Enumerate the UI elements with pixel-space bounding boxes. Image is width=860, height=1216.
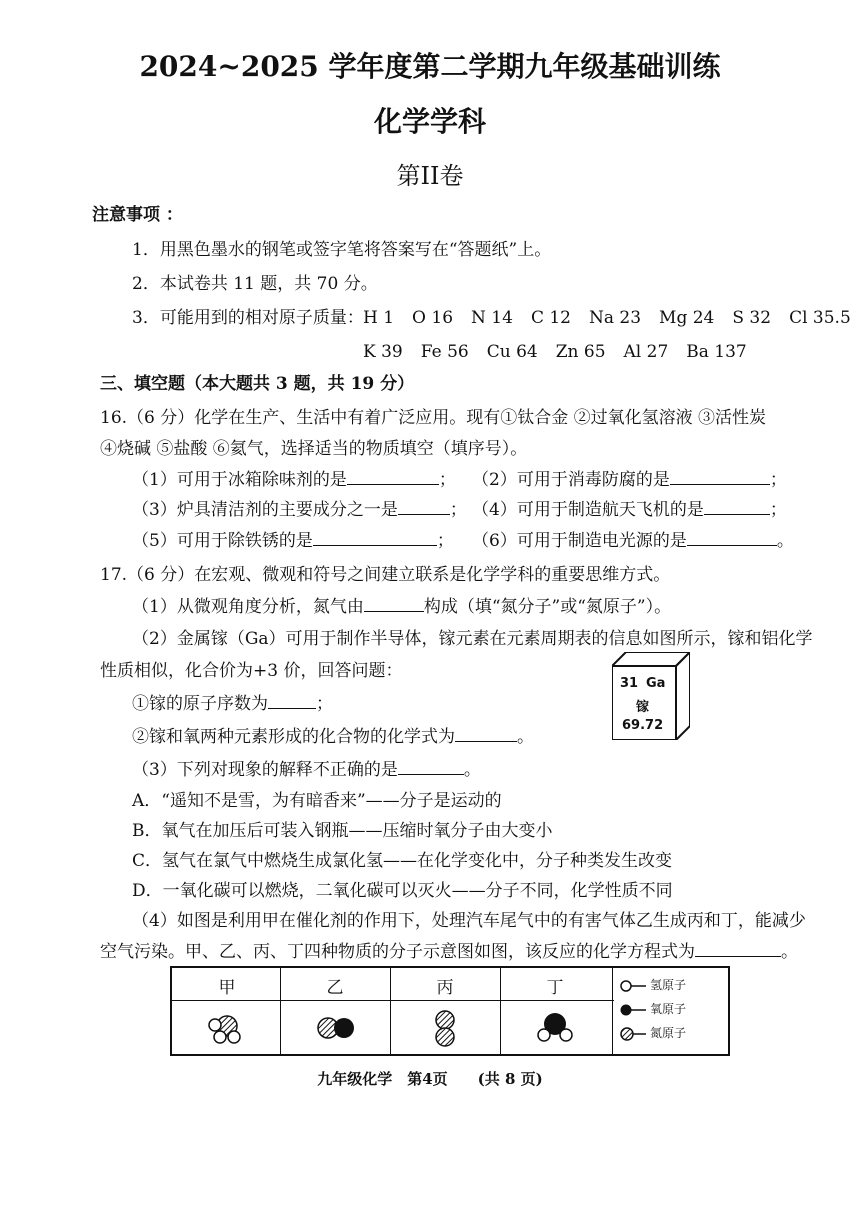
- element-card-gallium: [612, 652, 690, 740]
- answer-blank[interactable]: [687, 529, 777, 546]
- q17-part-4b: 空气污染。甲、乙、丙、丁四种物质的分子示意图如图，该反应的化学方程式为 。: [100, 942, 798, 962]
- q16-part-6: （6）可用于制造电光源的是 。: [472, 531, 794, 551]
- answer-blank[interactable]: [455, 725, 517, 742]
- notice-item-2: 2．本试卷共 11 题，共 70 分。: [132, 274, 378, 294]
- element-number: 31: [620, 676, 639, 691]
- atomic-mass-row-1: [363, 306, 851, 330]
- answer-blank[interactable]: [398, 758, 464, 775]
- volume-title: 第II卷: [396, 162, 464, 190]
- molecule-table: [170, 966, 730, 1056]
- q17-part-2-i: ①镓的原子序数为 ；: [132, 694, 333, 714]
- q17-part-2a: （2）金属镓（Ga）可用于制作半导体，镓元素在元素周期表的信息如图所示，镓和铝化学: [132, 629, 813, 649]
- atomic-mass: O 16: [412, 308, 454, 328]
- option-c: C．氢气在氯气中燃烧生成氯化氢——在化学变化中，分子种类发生改变: [132, 851, 673, 871]
- q16-stem-1: 16.（6 分）化学在生产、生活中有着广泛应用。现有①钛合金 ②过氧化氢溶液 ③活性炭: [100, 408, 767, 428]
- notice-item-3: 3．可能用到的相对原子质量：: [132, 308, 364, 328]
- legend-nitrogen: 氮原子: [620, 1024, 686, 1041]
- atomic-mass: C 12: [530, 308, 571, 328]
- atomic-mass: Na 23: [589, 308, 642, 328]
- q17-part-1: （1）从微观角度分析，氮气由 构成（填“氮分子”或“氮原子”）。: [132, 597, 672, 617]
- answer-blank[interactable]: [364, 595, 424, 612]
- answer-blank[interactable]: [670, 468, 770, 485]
- section-heading: 三、填空题（本大题共 3 题，共 19 分）: [100, 374, 415, 394]
- legend-hydrogen: 氢原子: [620, 976, 686, 993]
- q16-part-5: （5）可用于除铁锈的是 ；: [132, 531, 454, 551]
- answer-blank[interactable]: [695, 940, 781, 957]
- q16-part-3: （3）炉具清洁剂的主要成分之一是 ；: [132, 500, 467, 520]
- q17-part-3: （3）下列对现象的解释不正确的是 。: [132, 760, 481, 780]
- q16-stem-2: ④烧碱 ⑤盐酸 ⑥氦气，选择适当的物质填空（填序号）。: [100, 439, 528, 459]
- molecule-jia-icon: [172, 1004, 282, 1054]
- q16-part-4: （4）可用于制造航天飞机的是 ；: [472, 500, 787, 520]
- q17-part-2-ii: ②镓和氧两种元素形成的化合物的化学式为 。: [132, 727, 534, 747]
- answer-blank[interactable]: [398, 498, 450, 515]
- subject-title: 化学学科: [373, 105, 486, 138]
- atomic-mass: Ba 137: [686, 342, 747, 362]
- molecule-header: 丁: [546, 978, 564, 998]
- q16-part-2: （2）可用于消毒防腐的是 ；: [472, 470, 787, 490]
- molecule-bing-icon: [390, 1004, 500, 1054]
- atomic-mass: Al 27: [623, 342, 669, 362]
- answer-blank[interactable]: [313, 529, 437, 546]
- q17-stem: 17.（6 分）在宏观、微观和符号之间建立联系是化学学科的重要思维方式。: [100, 565, 671, 585]
- atomic-mass: Mg 24: [659, 308, 715, 328]
- element-name: 镓: [636, 700, 650, 715]
- atomic-mass: S 32: [732, 308, 772, 328]
- option-a: A．“遥知不是雪，为有暗香来”——分子是运动的: [132, 791, 502, 811]
- answer-blank[interactable]: [704, 498, 770, 515]
- atomic-mass: Cl 35.5: [789, 308, 851, 328]
- element-mass: 69.72: [622, 718, 664, 733]
- option-d: D．一氧化碳可以燃烧，二氧化碳可以灭火——分子不同，化学性质不同: [132, 881, 673, 901]
- atomic-mass: H 1: [363, 308, 395, 328]
- atomic-mass-row-2: [363, 340, 765, 364]
- page-footer: 九年级化学 第4页 (共 8 页): [317, 1070, 543, 1088]
- legend-oxygen: 氧原子: [620, 1000, 686, 1017]
- element-symbol: Ga: [646, 676, 666, 691]
- molecule-yi-icon: [280, 1004, 390, 1054]
- molecule-header: 乙: [326, 978, 344, 998]
- notice-item-1: 1．用黑色墨水的钢笔或签字笔将答案写在“答题纸”上。: [132, 240, 552, 260]
- atomic-mass: Fe 56: [420, 342, 469, 362]
- molecule-ding-icon: [500, 1004, 610, 1054]
- q17-part-2b: 性质相似，化合价为+3 价，回答问题：: [100, 661, 403, 681]
- molecule-header: 甲: [218, 978, 236, 998]
- notice-heading: 注意事项 ：: [92, 205, 183, 225]
- answer-blank[interactable]: [347, 468, 439, 485]
- answer-blank[interactable]: [268, 692, 316, 709]
- atomic-mass: Cu 64: [486, 342, 538, 362]
- option-b: B．氧气在加压后可装入钢瓶——压缩时氧分子由大变小: [132, 821, 553, 841]
- atomic-mass: N 14: [471, 308, 513, 328]
- molecule-header: 丙: [436, 978, 454, 998]
- q17-part-4a: （4）如图是利用甲在催化剂的作用下，处理汽车尾气中的有害气体乙生成丙和丁，能减少: [132, 911, 806, 931]
- atomic-mass: Zn 65: [555, 342, 606, 362]
- q16-part-1: （1）可用于冰箱除味剂的是 ；: [132, 470, 456, 490]
- exam-title: 2024~2025 学年度第二学期九年级基础训练: [139, 50, 721, 83]
- atomic-mass: K 39: [363, 342, 403, 362]
